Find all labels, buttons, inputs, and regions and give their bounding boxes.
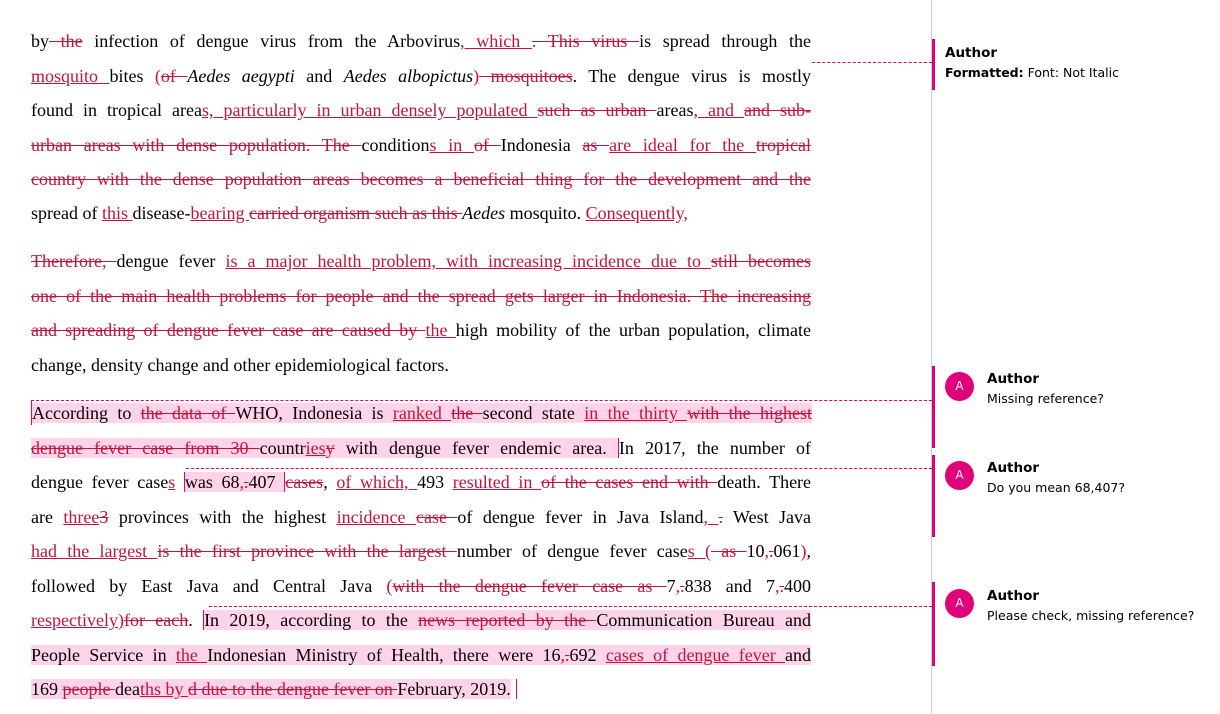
deleted-text: the data of [140,403,236,423]
document-line[interactable] [31,677,811,701]
deleted-text: as [582,135,610,155]
document-line[interactable] [31,167,811,191]
deleted-text: as [711,541,747,561]
deleted-text: country with the dense population areas becomes a beneficial thing for the development and the [31,169,811,189]
inserted-text: , [675,576,681,596]
author-avatar: A [945,461,974,490]
comment-leader-line [209,606,932,607]
inserted-text: ( [154,66,161,86]
text-run: , [806,541,812,561]
text-run: followed by East Java and Central Java [31,576,387,596]
deleted-text: Therefore, [31,251,117,271]
deleted-text: news reported by the [418,610,597,630]
comment-bar [932,39,935,90]
deleted-text: people [62,679,115,699]
text-run: , [323,472,337,492]
inserted-text: ies [305,438,326,458]
document-line[interactable] [31,574,811,598]
text-run: number of dengue fever case [456,541,688,561]
text-run: Indonesia [500,135,583,155]
deleted-text: and spreading of dengue fever case are caused by [31,320,426,340]
text-run: bites [109,66,155,86]
text-run: Aedes aegypti [187,66,295,86]
inserted-text: , which [460,31,532,51]
text-run: is spread through the [639,31,811,51]
comment-body [945,63,1215,82]
text-run: are [31,507,64,527]
inserted-text: resulted in [452,472,542,492]
text-run: by [31,31,49,51]
deleted-text: . [718,507,723,527]
text-run: 7 [666,576,676,596]
text-run: high mobility of the urban population, climate [455,320,812,340]
inserted-text: s [168,472,176,492]
deleted-text: . [565,645,570,665]
text-run: 407 [248,472,285,492]
document-line[interactable] [31,249,811,273]
text-run: February, 2019. [397,679,511,699]
comment-bar [932,455,935,537]
comment-do-you-mean[interactable] [945,459,1215,499]
inserted-text: , [775,576,780,596]
comment-anchor-range[interactable] [184,472,285,492]
inserted-text: this [101,203,133,223]
comment-please-check[interactable] [945,587,1215,627]
text-run: According to [32,403,141,423]
deleted-text: the [451,403,483,423]
comment-text: Font: Not Italic [1027,65,1119,80]
document-line[interactable] [31,318,811,342]
text-run: change, density change and other epidemiological factors. [31,355,449,375]
comment-text: Missing reference? [987,391,1104,406]
text-run: infection of dengue virus from the Arbovirus [82,31,461,51]
comment-bar [932,582,935,666]
text-run: found in tropical area [31,100,202,120]
text-run: Aedes albopictus [343,66,474,86]
document-line[interactable] [31,98,811,122]
inserted-text: mosquito [31,66,110,86]
text-run: of dengue fever in Java Island [457,507,704,527]
text-run: 169 [31,679,63,699]
inserted-text: s, particularly in urban densely populated [201,100,538,120]
document-line[interactable] [31,505,811,529]
document-line[interactable] [31,643,811,667]
document-line[interactable] [31,353,811,377]
comment-label: Formatted: [945,65,1024,80]
deleted-text: and sub- [743,100,811,120]
text-run: West Java [722,507,812,527]
comment-text: Please check, missing reference? [987,608,1195,623]
text-run: Indonesian Ministry of Health, there were 16 [207,645,561,665]
deleted-text: . [769,541,774,561]
text-run: areas [656,100,694,120]
deleted-text: . [779,576,785,596]
text-run: and [785,645,812,665]
comment-author: Author [987,371,1040,387]
inserted-text: three [63,507,100,527]
inserted-text: respectively) [31,610,124,630]
inserted-text: ths by [139,679,188,699]
deleted-text: with the dengue fever case as [392,576,667,596]
inserted-text: had the largest [31,541,158,561]
text-run: 061 [773,541,801,561]
inserted-text: , [764,541,770,561]
text-run: disease- [132,203,191,223]
document-line[interactable] [31,64,811,88]
text-run: dengue fever case [31,472,169,492]
text-run: In 2019, according to the [204,610,419,630]
inserted-text: incidence [336,507,416,527]
deleted-text: mosquitoes [479,66,573,86]
inserted-text: ) [473,66,480,86]
deleted-text: of [473,135,501,155]
inserted-text: , and [693,100,744,120]
document-line[interactable] [31,470,811,494]
deleted-text: of the cases end with [541,472,718,492]
text-run: 10 [746,541,765,561]
comment-author: Author [987,588,1040,604]
text-run: provinces with the highest [108,507,337,527]
comment-missing-reference[interactable] [945,370,1215,410]
text-run: was 68 [184,472,240,492]
document-line[interactable] [31,608,811,632]
text-run: spread of [31,203,102,223]
deleted-text: one of the main health problems for people and the spread gets larger in Indonesia. The increasing [31,286,811,306]
document-line[interactable] [31,436,811,460]
text-run: dea [114,679,140,699]
inserted-text: the [425,320,456,340]
text-run: 400 [784,576,812,596]
text-run: and [294,66,344,86]
deleted-text: of [160,66,188,86]
document-line[interactable] [31,201,811,225]
deleted-text: with the highest [687,403,812,423]
inserted-text: in the thirty [584,403,688,423]
text-run [175,472,184,492]
text-run: In 2017, the number of [618,438,811,458]
text-run: WHO, Indonesia is [235,403,393,423]
document-line[interactable] [31,401,812,425]
inserted-text: , [560,645,566,665]
comment-formatting[interactable] [945,44,1215,82]
text-run: People Service in [31,645,176,665]
text-run: countr [259,438,306,458]
deleted-text: cases [285,472,324,492]
comments-pane [932,0,1220,714]
inserted-text: the [175,645,208,665]
inserted-text: cases of dengue fever [605,645,786,665]
text-run: condition [361,135,430,155]
deleted-text: still becomes [711,251,811,271]
comment-text: Do you mean 68,407? [987,480,1125,495]
deleted-text: for each [123,610,189,630]
deleted-text: case [415,507,458,527]
deleted-text: . [680,576,685,596]
text-run: . [188,610,204,630]
deleted-text: is the first province with the largest [157,541,457,561]
deleted-text: dengue fever case from 30 [31,438,260,458]
author-avatar: A [945,372,974,401]
text-run: 838 and 7 [684,576,776,596]
deleted-text: such as urban [537,100,657,120]
deleted-text: 3 [99,507,109,527]
document-line[interactable] [31,539,811,563]
text-run: 692 [569,645,606,665]
deleted-text: carried organism such as this [248,203,463,223]
text-run: death. There [717,472,812,492]
comment-anchor-marker [516,679,517,699]
deleted-text: the [49,31,83,51]
document-line[interactable] [31,29,811,53]
deleted-text: y [325,438,335,458]
comment-author: Author [987,460,1040,476]
comment-leader-line [31,400,932,401]
inserted-text: ( [386,576,393,596]
comment-leader-line [186,468,932,469]
inserted-text: s ( [687,541,711,561]
inserted-text: of which, [336,472,418,492]
text-run: Communication Bureau and [596,610,811,630]
text-run: with dengue fever endemic area. [334,438,618,458]
comment-author: Author [945,45,998,61]
author-avatar: A [945,589,974,618]
inserted-text: ranked [392,403,452,423]
text-run: second state [482,403,585,423]
inserted-text: Consequently, [585,203,688,223]
deleted-text: . [244,472,249,492]
inserted-text: s in [429,135,474,155]
text-run: Aedes [462,203,506,223]
inserted-text: ) [800,541,807,561]
deleted-text: urban areas with dense population. The [31,135,362,155]
text-run: 493 [417,472,453,492]
inserted-text: is a major health problem, with increasing incidence due to [225,251,711,271]
inserted-text: bearing [190,203,249,223]
inserted-text: are ideal for the [609,135,757,155]
document-line[interactable] [31,133,811,157]
text-run: mosquito. [505,203,586,223]
text-run: . The dengue virus is mostly [572,66,811,86]
deleted-text: . This virus [531,31,640,51]
text-run: dengue fever [116,251,226,271]
document-line[interactable] [31,284,811,308]
inserted-text: , [703,507,719,527]
deleted-text: d due to the dengue fever on [187,679,398,699]
comment-leader-line [812,62,932,63]
comment-bar [932,366,935,448]
deleted-text: tropical [756,135,812,155]
inserted-text: , [239,472,245,492]
